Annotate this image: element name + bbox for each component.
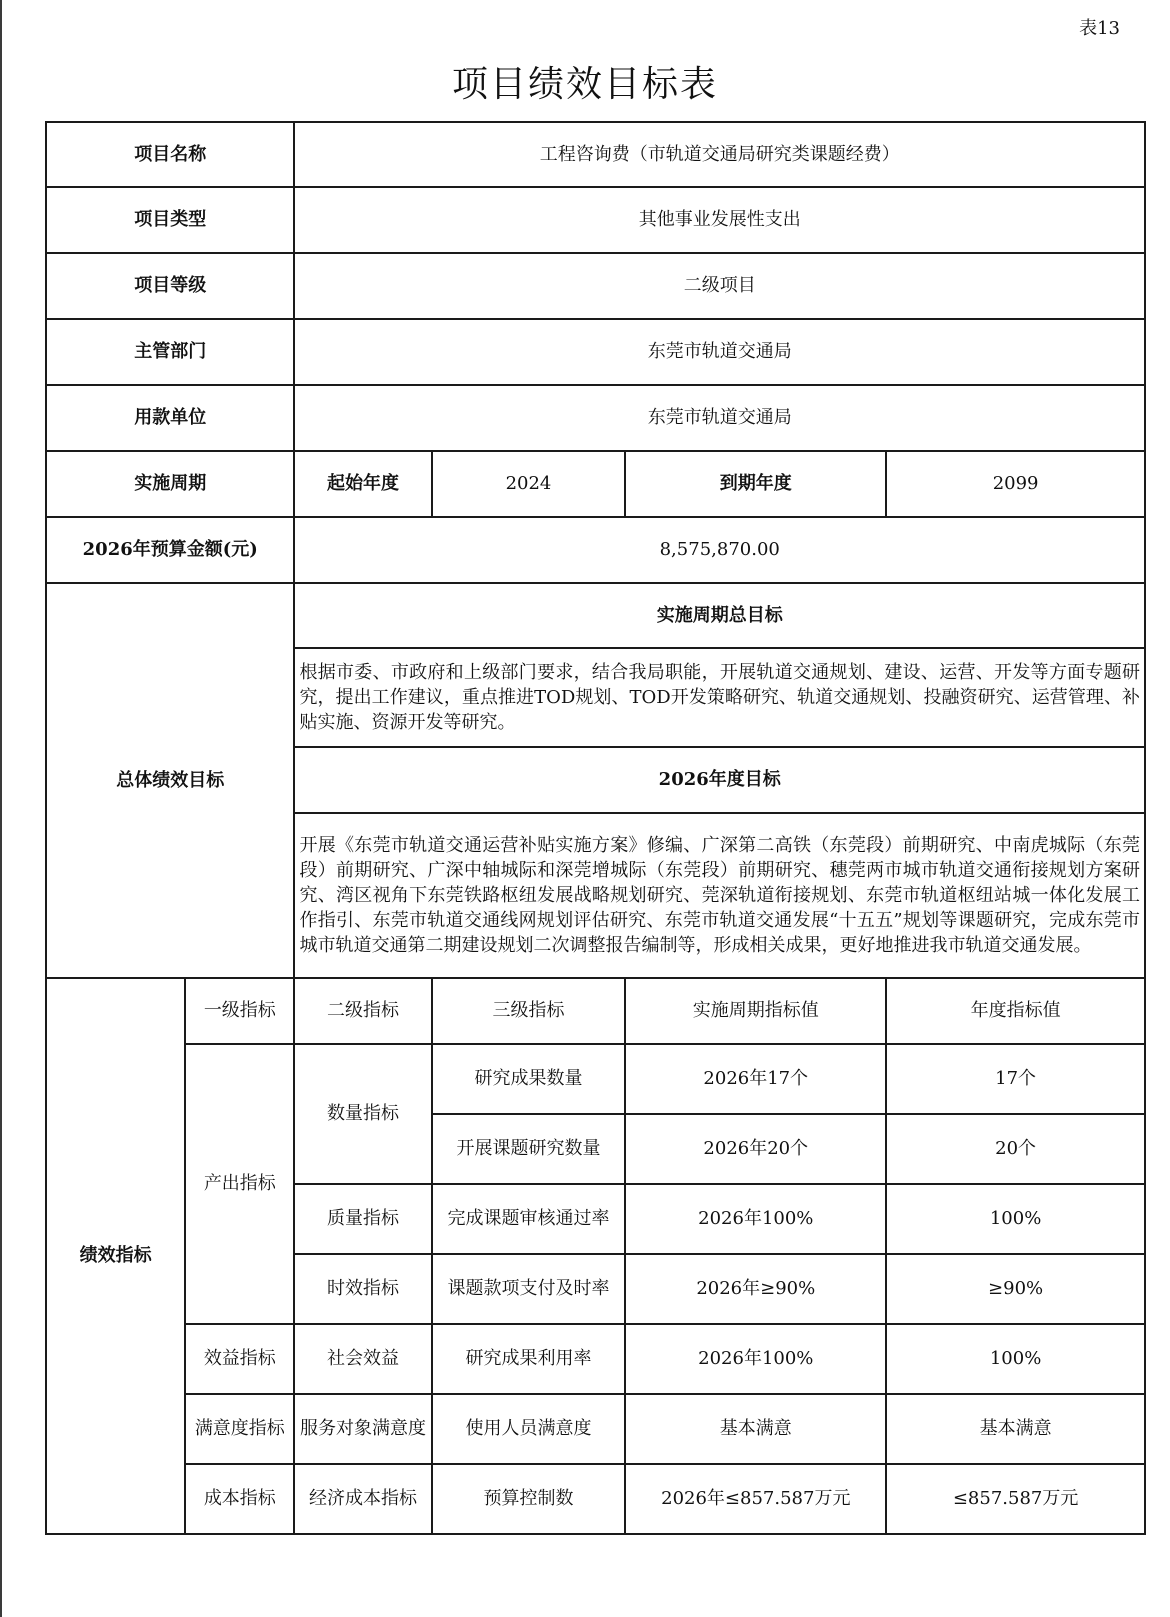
period-label: 实施周期 (46, 451, 294, 517)
year-value-cell: ≤857.587万元 (886, 1464, 1145, 1534)
end-year-label: 到期年度 (625, 451, 886, 517)
period-value-cell: 2026年100% (625, 1324, 886, 1394)
header-period-value: 实施周期指标值 (625, 978, 886, 1044)
year-goal-text: 开展《东莞市轨道交通运营补贴实施方案》修编、广深第二高铁（东莞段）前期研究、中南虎城际（东莞段）前期研究、广深中轴城际和深莞增城际（东莞段）前期研究、穗莞两市城市轨道交通衔接规划方案研究、湾区视角下东莞铁路枢纽发展战略规划研究、莞深轨道衔接规划、东莞市轨道枢纽站城一体化发展工作指引、东莞市轨道交通线网规划评估研究、东莞市轨道交通发展“十五五”规划等课题研究，完成东莞市城市轨道交通第二期建设规划二次调整报告编制等，形成相关成果，更好地推进我市轨道交通发展。 (294, 813, 1145, 978)
row-project-name (46, 122, 1145, 187)
budget-label: 2026年预算金额(元) (46, 517, 294, 583)
table-number: 表13 (1079, 18, 1120, 39)
project-level-label: 项目等级 (46, 253, 294, 319)
header-level3: 三级指标 (432, 978, 626, 1044)
table-row (46, 1464, 1145, 1534)
level3-cell: 预算控制数 (432, 1464, 626, 1534)
period-value-cell: 基本满意 (625, 1394, 886, 1464)
year-value-cell: 100% (886, 1324, 1145, 1394)
period-value-cell: 2026年≤857.587万元 (625, 1464, 886, 1534)
period-value-cell: 2026年100% (625, 1184, 886, 1254)
header-year-value: 年度指标值 (886, 978, 1145, 1044)
performance-goal-table (45, 121, 1146, 1535)
year-value-cell: 100% (886, 1184, 1145, 1254)
table-row (46, 1394, 1145, 1464)
row-funding-unit (46, 385, 1145, 451)
table-row (46, 1044, 1145, 1114)
period-value-cell: 2026年17个 (625, 1044, 886, 1114)
level3-cell: 研究成果利用率 (432, 1324, 626, 1394)
row-period-goal-title (46, 583, 1145, 648)
row-implementation-period (46, 451, 1145, 517)
level3-cell: 完成课题审核通过率 (432, 1184, 626, 1254)
row-project-type (46, 187, 1145, 253)
quality-indicator: 质量指标 (294, 1184, 431, 1254)
page-title: 项目绩效目标表 (451, 64, 718, 105)
year-value-cell: 基本满意 (886, 1394, 1145, 1464)
period-goal-title: 实施周期总目标 (294, 583, 1145, 648)
level3-cell: 开展课题研究数量 (432, 1114, 626, 1184)
year-value-cell: ≥90% (886, 1254, 1145, 1324)
social-benefit: 社会效益 (294, 1324, 431, 1394)
row-budget (46, 517, 1145, 583)
indicator-header-row (46, 978, 1145, 1044)
project-type-value: 其他事业发展性支出 (294, 187, 1145, 253)
economic-cost: 经济成本指标 (294, 1464, 431, 1534)
page-left-edge (0, 0, 2, 1617)
end-year-value: 2099 (886, 451, 1145, 517)
row-supervising-dept (46, 319, 1145, 385)
year-value-cell: 17个 (886, 1044, 1145, 1114)
benefit-indicator: 效益指标 (185, 1324, 294, 1394)
indicators-label: 绩效指标 (46, 978, 185, 1534)
funding-unit-value: 东莞市轨道交通局 (294, 385, 1145, 451)
project-name-label: 项目名称 (46, 122, 294, 187)
output-indicator: 产出指标 (185, 1044, 294, 1324)
project-name-value: 工程咨询费（市轨道交通局研究类课题经费） (294, 122, 1145, 187)
project-level-value: 二级项目 (294, 253, 1145, 319)
year-value-cell: 20个 (886, 1114, 1145, 1184)
cost-indicator: 成本指标 (185, 1464, 294, 1534)
period-value-cell: 2026年20个 (625, 1114, 886, 1184)
supervising-dept-value: 东莞市轨道交通局 (294, 319, 1145, 385)
overall-goal-label: 总体绩效目标 (46, 583, 294, 978)
period-value-cell: 2026年≥90% (625, 1254, 886, 1324)
quantity-indicator: 数量指标 (294, 1044, 431, 1184)
level3-cell: 研究成果数量 (432, 1044, 626, 1114)
timeliness-indicator: 时效指标 (294, 1254, 431, 1324)
table-row (46, 1324, 1145, 1394)
satisfaction-indicator: 满意度指标 (185, 1394, 294, 1464)
service-satisfaction: 服务对象满意度 (294, 1394, 431, 1464)
level3-cell: 课题款项支付及时率 (432, 1254, 626, 1324)
start-year-label: 起始年度 (294, 451, 431, 517)
header-level1: 一级指标 (185, 978, 294, 1044)
row-project-level (46, 253, 1145, 319)
budget-value: 8,575,870.00 (294, 517, 1145, 583)
supervising-dept-label: 主管部门 (46, 319, 294, 385)
funding-unit-label: 用款单位 (46, 385, 294, 451)
start-year-value: 2024 (432, 451, 626, 517)
header-level2: 二级指标 (294, 978, 431, 1044)
year-goal-title: 2026年度目标 (294, 747, 1145, 813)
level3-cell: 使用人员满意度 (432, 1394, 626, 1464)
period-goal-text: 根据市委、市政府和上级部门要求，结合我局职能，开展轨道交通规划、建设、运营、开发等方面专题研究，提出工作建议，重点推进TOD规划、TOD开发策略研究、轨道交通规划、投融资研究、运营管理、补贴实施、资源开发等研究。 (294, 648, 1145, 747)
project-type-label: 项目类型 (46, 187, 294, 253)
